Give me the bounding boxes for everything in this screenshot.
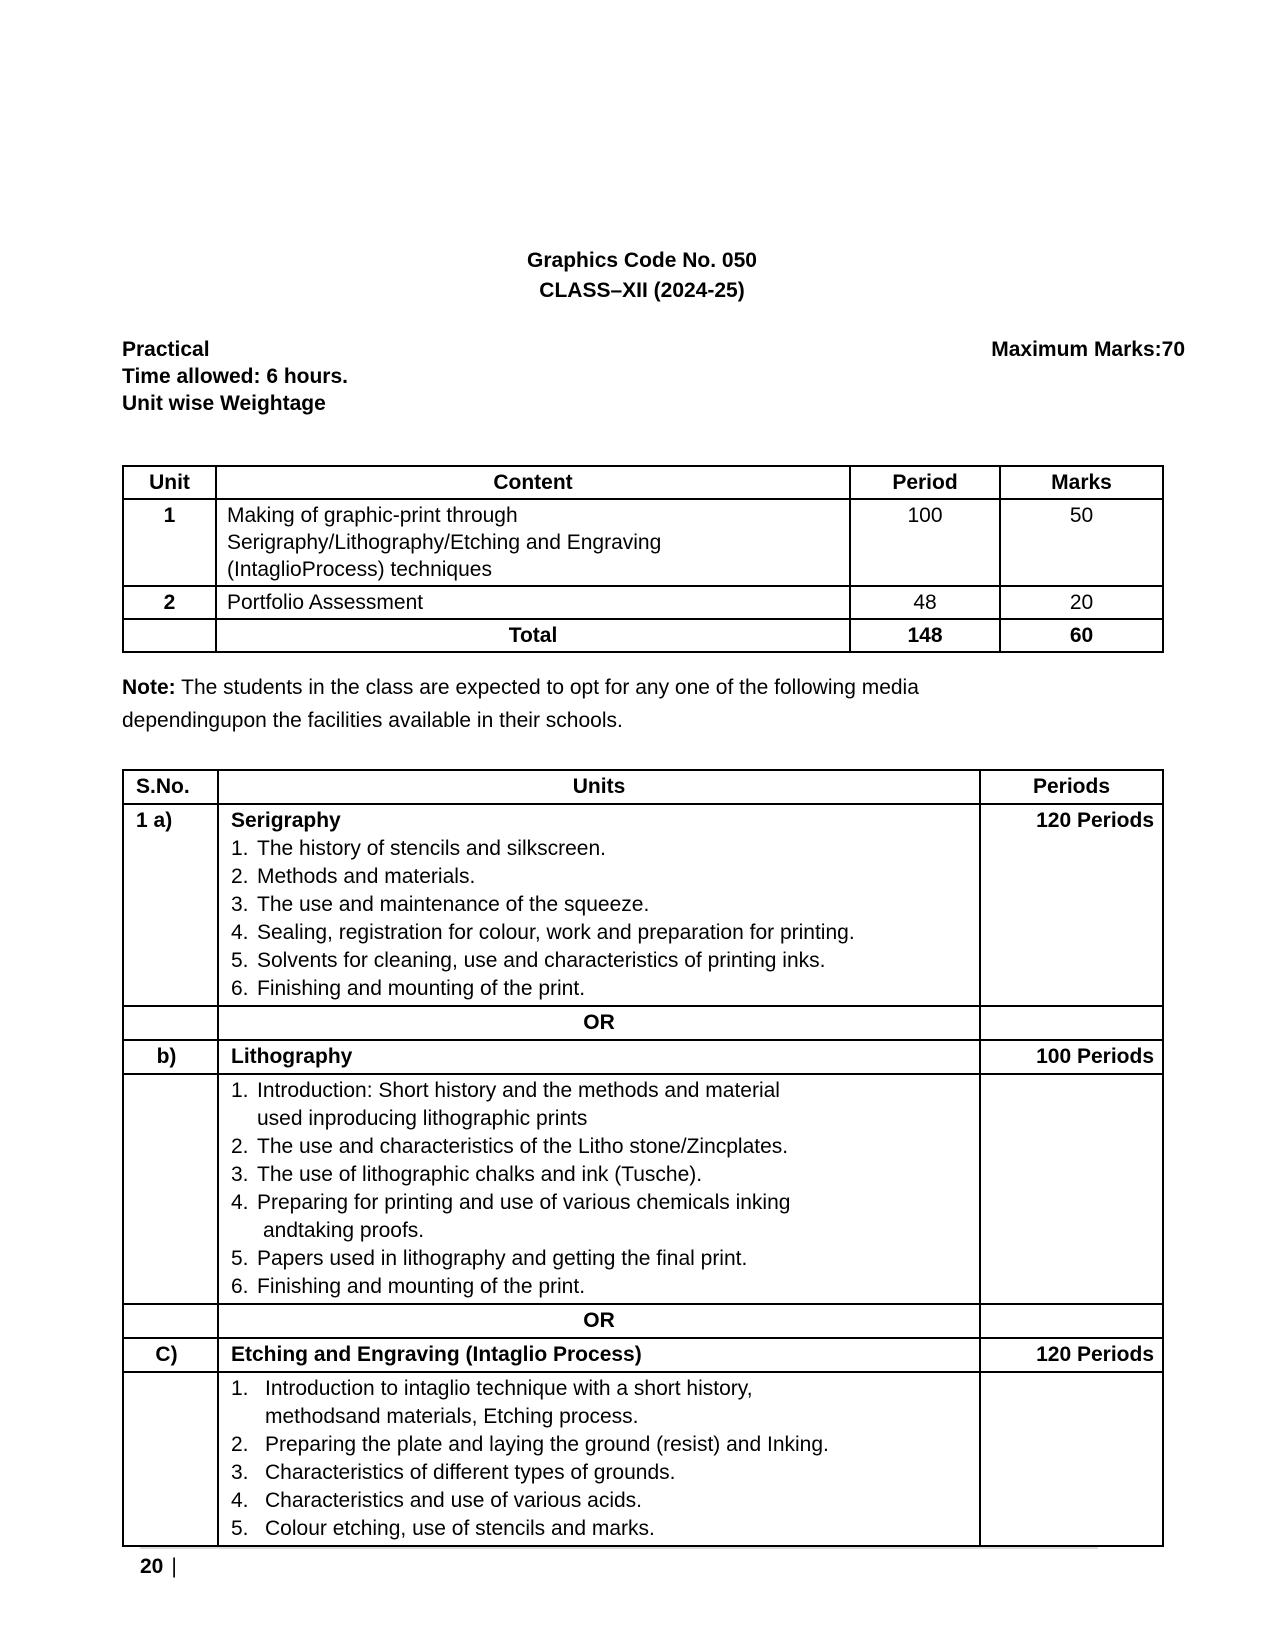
col-header-sno: S.No. — [123, 770, 218, 804]
table-total-row — [123, 619, 1163, 652]
section-title: Lithography — [218, 1040, 980, 1074]
serial-number: C) — [123, 1338, 218, 1372]
total-marks: 60 — [1000, 619, 1163, 652]
item-text-continued: used inproducing lithographic prints — [257, 1107, 588, 1130]
item-text: Characteristics of different types of grounds. — [265, 1461, 676, 1484]
unit-content — [216, 499, 850, 586]
item-text: Introduction: Short history and the methods and material — [257, 1079, 780, 1102]
item-number: 4. — [231, 921, 249, 944]
page-number: 20 — [140, 1555, 164, 1578]
item-number: 2. — [231, 865, 249, 888]
list-item — [231, 1077, 969, 1133]
period-value: 48 — [850, 586, 1000, 619]
section-title: Etching and Engraving (Intaglio Process) — [218, 1338, 980, 1372]
item-number: 6. — [231, 1275, 249, 1298]
serial-number: b) — [123, 1040, 218, 1074]
item-number: 3. — [231, 1461, 249, 1484]
item-number: 4. — [231, 1191, 249, 1214]
item-text: Finishing and mounting of the print. — [257, 977, 586, 1000]
list-item — [231, 1273, 969, 1301]
lithography-content-row — [123, 1074, 1163, 1304]
item-text: Introduction to intaglio technique with a short history, — [265, 1377, 753, 1400]
table-row — [123, 586, 1163, 619]
exam-meta-block — [122, 336, 1185, 417]
list-item — [231, 1431, 969, 1459]
serial-number: 1 a) — [123, 804, 218, 1006]
list-item — [231, 835, 969, 863]
title-line-2: CLASS–XII (2024-25) — [539, 279, 745, 302]
item-number: 4. — [231, 1489, 249, 1512]
item-number: 6. — [231, 977, 249, 1000]
title-line-1: Graphics Code No. 050 — [527, 249, 757, 272]
unit-content: Portfolio Assessment — [216, 586, 850, 619]
list-item — [231, 1245, 969, 1273]
list-item — [231, 1459, 969, 1487]
etching-content-row — [123, 1372, 1163, 1546]
col-header-period: Period — [850, 466, 1000, 499]
col-header-unit: Unit — [123, 466, 216, 499]
item-text: The history of stencils and silkscreen. — [257, 837, 606, 860]
empty-cell — [980, 1074, 1163, 1304]
unit-number: 2 — [123, 586, 216, 619]
unit-wise-weightage-label: Unit wise Weightage — [122, 392, 326, 415]
item-text: Papers used in lithography and getting the final print. — [257, 1247, 748, 1270]
col-header-units: Units — [218, 770, 980, 804]
item-number: 2. — [231, 1135, 249, 1158]
item-number: 3. — [231, 893, 249, 916]
periods-value: 120 Periods — [980, 804, 1163, 1006]
or-label: OR — [218, 1304, 980, 1338]
note-line: dependingupon the facilities available in their schools. — [122, 709, 623, 732]
list-item — [231, 1161, 969, 1189]
col-header-periods: Periods — [980, 770, 1163, 804]
item-text: Preparing for printing and use of various chemicals inking — [257, 1191, 791, 1214]
lithography-title-row — [123, 1040, 1163, 1074]
item-text: Characteristics and use of various acids. — [265, 1489, 643, 1512]
section-title: Serigraphy — [231, 809, 341, 832]
list-item — [231, 1375, 969, 1431]
col-header-content: Content — [216, 466, 850, 499]
document-title — [122, 246, 1162, 306]
note-paragraph — [122, 671, 1162, 737]
item-text: Preparing the plate and laying the ground (resist) and Inking. — [265, 1433, 829, 1456]
units-table — [122, 769, 1164, 1547]
or-label: OR — [218, 1006, 980, 1040]
empty-cell — [980, 1006, 1163, 1040]
serigraphy-content — [218, 804, 980, 1006]
item-number: 1. — [231, 837, 249, 860]
empty-cell — [980, 1304, 1163, 1338]
marks-value: 20 — [1000, 586, 1163, 619]
note-line — [122, 671, 1162, 704]
empty-cell — [123, 1006, 218, 1040]
practical-label: Practical — [122, 338, 210, 361]
col-header-marks: Marks — [1000, 466, 1163, 499]
item-number: 2. — [231, 1433, 249, 1456]
etching-content — [218, 1372, 980, 1546]
item-number: 1. — [231, 1079, 249, 1102]
table-row — [123, 499, 1163, 586]
item-number: 5. — [231, 1517, 249, 1540]
etching-title-row — [123, 1338, 1163, 1372]
total-period: 148 — [850, 619, 1000, 652]
page-footer — [140, 1553, 177, 1581]
item-text-continued: methodsand materials, Etching process. — [265, 1405, 639, 1428]
practical-marks-row — [122, 336, 1185, 363]
list-item — [231, 947, 969, 975]
list-item — [231, 1487, 969, 1515]
empty-cell — [123, 619, 216, 652]
period-value: 100 — [850, 499, 1000, 586]
list-item — [231, 1515, 969, 1543]
item-text: The use of lithographic chalks and ink (Tusche). — [257, 1163, 703, 1186]
maximum-marks-label: Maximum Marks:70 — [991, 338, 1185, 361]
footer-bar: | — [171, 1555, 177, 1578]
empty-cell — [980, 1372, 1163, 1546]
marks-value: 50 — [1000, 499, 1163, 586]
item-number: 5. — [231, 1247, 249, 1270]
empty-cell — [123, 1074, 218, 1304]
item-text-continued: andtaking proofs. — [263, 1219, 425, 1242]
list-item — [231, 975, 969, 1003]
list-item — [231, 1133, 969, 1161]
periods-value: 100 Periods — [980, 1040, 1163, 1074]
serigraphy-row — [123, 804, 1163, 1006]
empty-cell — [123, 1372, 218, 1546]
note-text: The students in the class are expected to opt for any one of the following media — [175, 676, 919, 699]
list-item — [231, 1189, 969, 1245]
lithography-content — [218, 1074, 980, 1304]
unit-number: 1 — [123, 499, 216, 586]
weightage-table — [122, 465, 1164, 653]
total-label: Total — [216, 619, 850, 652]
item-text: Solvents for cleaning, use and characteristics of printing inks. — [257, 949, 826, 972]
or-row — [123, 1304, 1163, 1338]
time-allowed-label: Time allowed: 6 hours. — [122, 365, 348, 388]
item-text: Methods and materials. — [257, 865, 476, 888]
note-label: Note: — [122, 676, 176, 699]
item-text: Sealing, registration for colour, work and preparation for printing. — [257, 921, 855, 944]
content-line: Serigraphy/Lithography/Etching and Engraving — [227, 531, 662, 554]
item-number: 3. — [231, 1163, 249, 1186]
item-text: The use and maintenance of the squeeze. — [257, 893, 650, 916]
or-row — [123, 1006, 1163, 1040]
page-content — [122, 246, 1185, 1547]
periods-value: 120 Periods — [980, 1338, 1163, 1372]
list-item — [231, 919, 969, 947]
item-number: 1. — [231, 1377, 249, 1400]
item-text: Colour etching, use of stencils and marks. — [265, 1517, 655, 1540]
item-number: 5. — [231, 949, 249, 972]
footer-divider — [140, 1547, 1098, 1549]
empty-cell — [123, 1304, 218, 1338]
list-item — [231, 863, 969, 891]
list-item — [231, 891, 969, 919]
units-header-row — [123, 770, 1163, 804]
weightage-header-row — [123, 466, 1163, 499]
content-line: Making of graphic-print through — [227, 504, 518, 527]
content-line: (IntaglioProcess) techniques — [227, 558, 492, 581]
item-text: Finishing and mounting of the print. — [257, 1275, 586, 1298]
item-text: The use and characteristics of the Litho stone/Zincplates. — [257, 1135, 789, 1158]
